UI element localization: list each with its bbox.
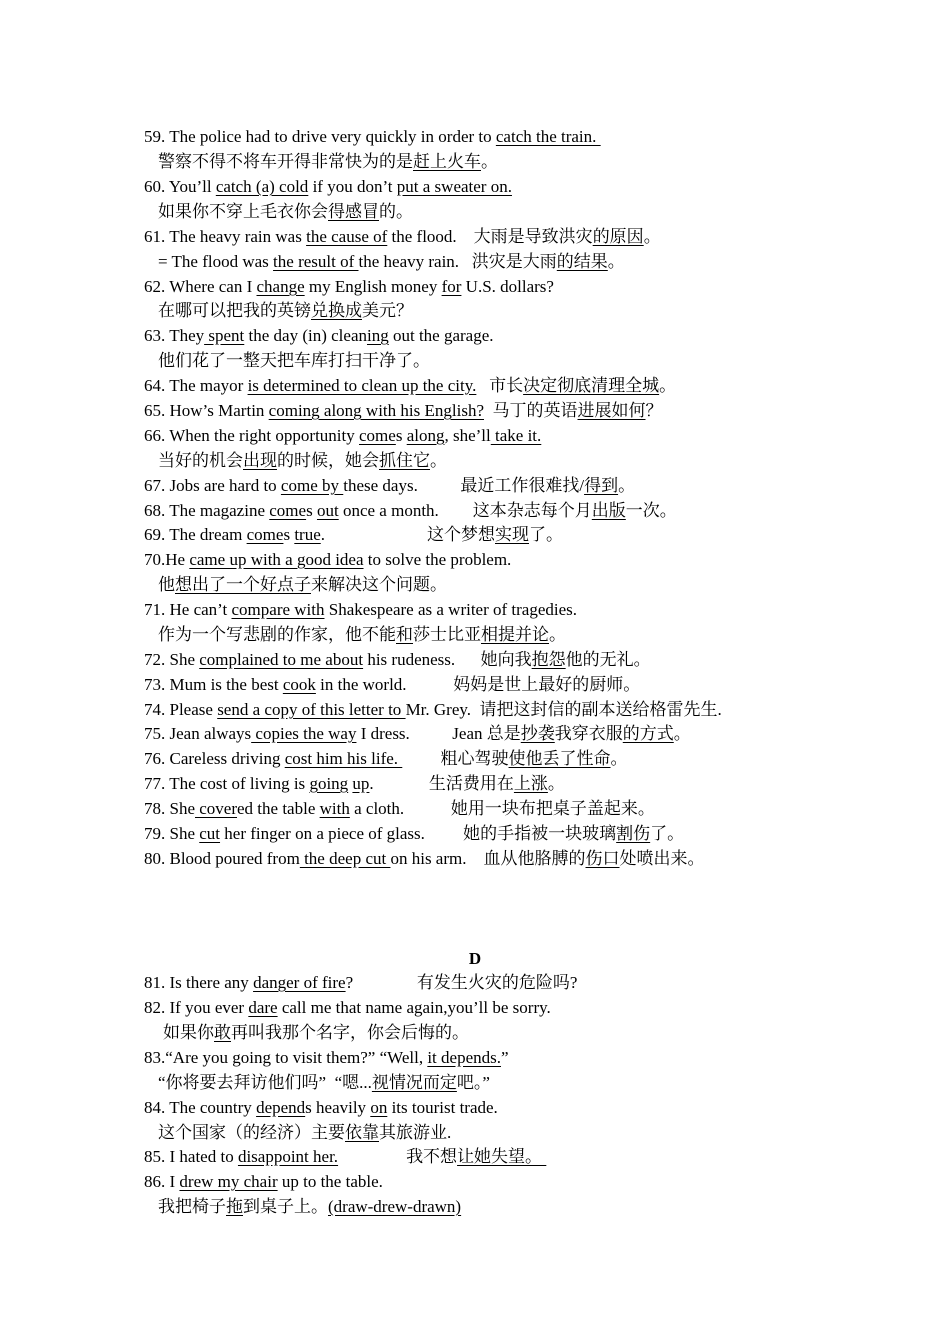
underlined-phrase: (draw-drew-drawn) (328, 1197, 462, 1216)
underlined-phrase: come (246, 525, 284, 544)
text-segment: 72. She (144, 650, 200, 669)
underlined-phrase: cook (282, 675, 316, 694)
underlined-phrase: 相提并论 (481, 625, 549, 644)
sentence-62 (144, 276, 554, 298)
text-segment: 的。 (379, 202, 413, 221)
sentence-66 (144, 425, 541, 447)
underlined-phrase: 抄袭 (520, 724, 555, 743)
text-segment: 到桌子上。 (243, 1197, 328, 1216)
sentence-72 (144, 649, 651, 671)
text-segment: = The flood was (158, 252, 274, 271)
text-segment: 他的无礼。 (565, 650, 651, 669)
text-segment: her finger on a piece of glass. 她的手指被一块玻璃 (220, 824, 617, 843)
text-segment: 65. How’s Martin (144, 401, 269, 420)
underlined-phrase: 赶上火车 (413, 152, 481, 171)
text-segment: 美元？ (362, 301, 413, 320)
text-segment: 60. You’ll (144, 177, 216, 196)
underlined-phrase: along (406, 426, 445, 445)
underlined-phrase: 兑换成 (311, 301, 362, 320)
sentence-79 (144, 823, 684, 845)
text-segment: in the world. 妈妈是世上最好的厨师。 (315, 675, 641, 694)
underlined-phrase: going (309, 774, 349, 793)
sentence-63 (144, 325, 494, 347)
text-segment: up to the table. (277, 1172, 383, 1191)
text-segment: these days. 最近工作很难找/ (343, 476, 585, 495)
translation-82 (163, 1022, 469, 1044)
text-segment: 73. Mum is the best (144, 675, 283, 694)
text-segment: 这个国家（的经济）主要 (158, 1123, 345, 1142)
text-segment: the day (in) clean (244, 326, 367, 345)
underlined-phrase: 伤口 (585, 849, 620, 868)
text-segment: 63. They (144, 326, 205, 345)
text-segment: 我不想 (338, 1147, 458, 1166)
text-segment: 马丁的英语 (484, 401, 578, 420)
text-segment: 一次。 (625, 501, 677, 520)
underlined-phrase: the result of (273, 252, 359, 271)
underlined-phrase: true (294, 525, 321, 544)
text-segment: 他们花了一整天把车库打扫干净了。 (158, 351, 430, 370)
sentence-80 (144, 848, 705, 870)
underlined-phrase: coming along with his English? (268, 401, 484, 420)
text-segment: 再叫我那个名字，你会后悔的。 (231, 1023, 469, 1042)
translation-66 (158, 450, 447, 472)
sentence-77 (144, 773, 565, 795)
underlined-phrase: depend (256, 1098, 306, 1117)
underlined-phrase: come (359, 426, 396, 445)
text-segment: I dress. Jean 总是 (356, 724, 521, 743)
underlined-phrase: up (352, 774, 370, 793)
text-segment: . 生活费用在 (369, 774, 514, 793)
text-segment: s heavily (305, 1098, 371, 1117)
sentence-65 (144, 400, 663, 422)
text-segment: the flood. 大雨是导致洪灾 (387, 227, 593, 246)
sentence-86 (144, 1171, 383, 1193)
sentence-81 (144, 972, 577, 994)
underlined-phrase: 决定彻底清理全城 (523, 376, 660, 395)
text-segment: 82. If you ever (144, 998, 249, 1017)
sentence-76 (144, 748, 628, 770)
text-segment: 其旅游业. (379, 1123, 452, 1142)
text-segment: ？ (645, 401, 663, 420)
text-segment: “你将要去拜访他们吗” “嗯... (158, 1073, 372, 1092)
underlined-phrase: ing (366, 326, 389, 345)
sentence-68 (144, 500, 677, 522)
text-segment: 81. Is there any (144, 973, 254, 992)
translation-60 (158, 201, 413, 223)
text-segment: 69. The dream (144, 525, 247, 544)
text-segment: s (283, 525, 295, 544)
underlined-phrase: 抱怨 (531, 650, 566, 669)
text-segment: 。 (481, 152, 498, 171)
underlined-phrase: 的原因 (592, 227, 644, 246)
text-segment: 莎士比亚 (413, 625, 481, 644)
text-segment: 。 (618, 476, 636, 495)
text-segment: 84. The country (144, 1098, 257, 1117)
underlined-phrase: out (316, 501, 339, 520)
underlined-phrase: cost him his life. (284, 749, 403, 768)
text-segment: 71. He can’t (144, 600, 232, 619)
sentence-75 (144, 723, 691, 745)
underlined-phrase: 得到 (584, 476, 619, 495)
text-segment: 67. Jobs are hard to (144, 476, 281, 495)
underlined-phrase: dare (248, 998, 278, 1017)
text-segment: 76. Careless driving (144, 749, 285, 768)
underlined-phrase: catch (a) cold (215, 177, 309, 196)
text-segment: on his arm. 血从他胳膊的 (390, 849, 586, 868)
text-segment: 。 (673, 724, 691, 743)
text-segment: 86. I (144, 1172, 180, 1191)
text-segment: 如果你不穿上毛衣你会 (158, 202, 328, 221)
text-segment: , she’ll (444, 426, 491, 445)
text-segment: 来解决这个问题。 (311, 575, 447, 594)
text-segment: ? 有发生火灾的危险吗? (345, 973, 578, 992)
underlined-phrase: 上涨 (513, 774, 548, 793)
underlined-phrase: the cause of (306, 227, 388, 246)
text-segment: 66. When the right opportunity (144, 426, 359, 445)
underlined-phrase: for (441, 277, 462, 296)
text-segment: 我把椅子 (158, 1197, 226, 1216)
text-segment: 74. Please (144, 700, 218, 719)
text-segment: 作为一个写悲剧的作家，他不能 (158, 625, 396, 644)
text-segment: 。 (659, 376, 677, 395)
underlined-phrase: 使他丢了性命 (508, 749, 611, 768)
sentence-61-alt (158, 251, 625, 273)
text-segment: 68. The magazine (144, 501, 270, 520)
underlined-phrase: 想出了一个好点子 (175, 575, 311, 594)
text-segment: 。 (549, 625, 566, 644)
text-segment: 如果你 (163, 1023, 214, 1042)
sentence-85 (144, 1146, 546, 1168)
sentence-69 (144, 524, 563, 546)
text-segment: once a month. 这本杂志每个月 (338, 501, 592, 520)
underlined-phrase: danger of fire (253, 973, 346, 992)
underlined-phrase: 抓住它 (379, 451, 430, 470)
text-segment: 警察不得不将车开得非常快为的是 (158, 152, 413, 171)
translation-63 (158, 350, 430, 372)
sentence-74 (144, 699, 722, 721)
text-segment: to solve the problem. (363, 550, 512, 569)
underlined-phrase: complained to me about (199, 650, 364, 669)
underlined-phrase: catch the train. (495, 127, 601, 146)
text-segment: out the garage. (388, 326, 494, 345)
text-segment: 的时候，她会 (277, 451, 379, 470)
underlined-phrase: disappoint her. (237, 1147, 339, 1166)
underlined-phrase: cover (195, 799, 238, 818)
underlined-phrase: with (319, 799, 350, 818)
text-segment: 。 (643, 227, 661, 246)
underlined-phrase: come by (280, 476, 344, 495)
underlined-phrase: 出现 (243, 451, 277, 470)
text-segment: 吧。” (456, 1073, 490, 1092)
text-segment: ” (500, 1048, 509, 1067)
text-segment: . 这个梦想 (320, 525, 495, 544)
text-segment: 77. The cost of living is (144, 774, 310, 793)
text-segment: 粗心驾驶 (402, 749, 509, 768)
sentence-73 (144, 674, 640, 696)
underlined-phrase: take it. (490, 426, 542, 445)
underlined-phrase: drew my chair (179, 1172, 278, 1191)
underlined-phrase: 的结果 (556, 252, 608, 271)
underlined-phrase: 得感冒 (328, 202, 379, 221)
text-segment: his rudeness. 她向我 (363, 650, 532, 669)
translation-59 (158, 151, 498, 173)
translation-62 (158, 300, 413, 322)
underlined-phrase: 拖 (226, 1197, 243, 1216)
sentence-61 (144, 226, 661, 248)
underlined-phrase: 实现 (495, 525, 529, 544)
underlined-phrase: cut (199, 824, 221, 843)
underlined-phrase: is determined to clean up the city. (247, 376, 477, 395)
translation-70 (158, 574, 447, 596)
underlined-phrase: 依靠 (345, 1123, 379, 1142)
text-segment: 。 (547, 774, 565, 793)
underlined-phrase: 视情况而定 (371, 1073, 457, 1092)
text-segment: U.S. dollars? (461, 277, 554, 296)
underlined-phrase: copies the way (251, 724, 357, 743)
text-segment: ed the table (237, 799, 320, 818)
text-segment: 85. I hated to (144, 1147, 238, 1166)
underlined-phrase: on (370, 1098, 388, 1117)
text-segment: 在哪可以把我的英镑 (158, 301, 311, 320)
sentence-59 (144, 126, 601, 148)
sentence-60 (144, 176, 512, 198)
text-segment: 61. The heavy rain was (144, 227, 307, 246)
sentence-82 (144, 997, 551, 1019)
text-segment: call me that name again,you’ll be sorry. (277, 998, 551, 1017)
text-segment: a cloth. 她用一块布把桌子盖起来。 (349, 799, 655, 818)
text-segment: 59. The police had to drive very quickly in order to (144, 127, 496, 146)
text-segment: 75. Jean always (144, 724, 252, 743)
text-segment: 他 (158, 575, 175, 594)
underlined-phrase: 的方式 (622, 724, 674, 743)
text-segment: Shakespeare as a writer of tragedies. (324, 600, 578, 619)
sentence-70 (144, 549, 511, 571)
text-segment: 我穿衣服 (554, 724, 623, 743)
text-segment: s (306, 501, 317, 520)
underlined-phrase: 敢 (214, 1023, 231, 1042)
underlined-phrase: come (269, 501, 307, 520)
text-segment: 了。 (650, 824, 685, 843)
underlined-phrase: put a sweater on. (396, 177, 512, 196)
text-segment: 80. Blood poured from (144, 849, 300, 868)
underlined-phrase: it depends. (427, 1048, 501, 1067)
text-segment: 处喷出来。 (619, 849, 705, 868)
text-segment: 79. She (144, 824, 200, 843)
translation-71 (158, 624, 566, 646)
text-segment: 当好的机会 (158, 451, 243, 470)
text-segment: 78. She (144, 799, 195, 818)
text-segment: 市长 (476, 376, 524, 395)
translation-86 (158, 1196, 461, 1218)
text-segment: Mr. Grey. 请把这封信的副本送给格雷先生. (405, 700, 722, 719)
text-segment: my English money (304, 277, 442, 296)
text-segment: 。 (607, 252, 625, 271)
text-segment: the heavy rain. 洪灾是大雨 (358, 252, 557, 271)
section-heading: D (468, 949, 482, 968)
sentence-71 (144, 599, 577, 621)
underlined-phrase: 让她失望。 (457, 1147, 547, 1166)
sentence-84 (144, 1097, 498, 1119)
text-segment: its tourist trade. (387, 1098, 498, 1117)
sentence-83 (144, 1047, 509, 1069)
text-segment: if you don’t (308, 177, 397, 196)
sentence-67 (144, 475, 635, 497)
text-segment: 64. The mayor (144, 376, 248, 395)
underlined-phrase: 出版 (591, 501, 626, 520)
text-segment: 62. Where can I (144, 277, 257, 296)
text-segment: 70.He (144, 550, 190, 569)
text-segment: s (395, 426, 407, 445)
underlined-phrase: the deep cut (299, 849, 391, 868)
underlined-phrase: change (256, 277, 305, 296)
text-segment: 。 (430, 451, 447, 470)
underlined-phrase: 和 (396, 625, 413, 644)
sentence-64 (144, 375, 676, 397)
underlined-phrase: compare with (231, 600, 325, 619)
underlined-phrase: 进展如何 (577, 401, 646, 420)
underlined-phrase: came up with a good idea (189, 550, 364, 569)
sentence-78 (144, 798, 655, 820)
text-segment: 。 (610, 749, 628, 768)
text-segment: 83.“Are you going to visit them?” “Well, (144, 1048, 428, 1067)
text-segment: 了。 (529, 525, 563, 544)
underlined-phrase: spent (204, 326, 245, 345)
underlined-phrase: 割伤 (616, 824, 651, 843)
translation-83 (158, 1072, 490, 1094)
translation-84 (158, 1122, 451, 1144)
underlined-phrase: send a copy of this letter to (217, 700, 406, 719)
